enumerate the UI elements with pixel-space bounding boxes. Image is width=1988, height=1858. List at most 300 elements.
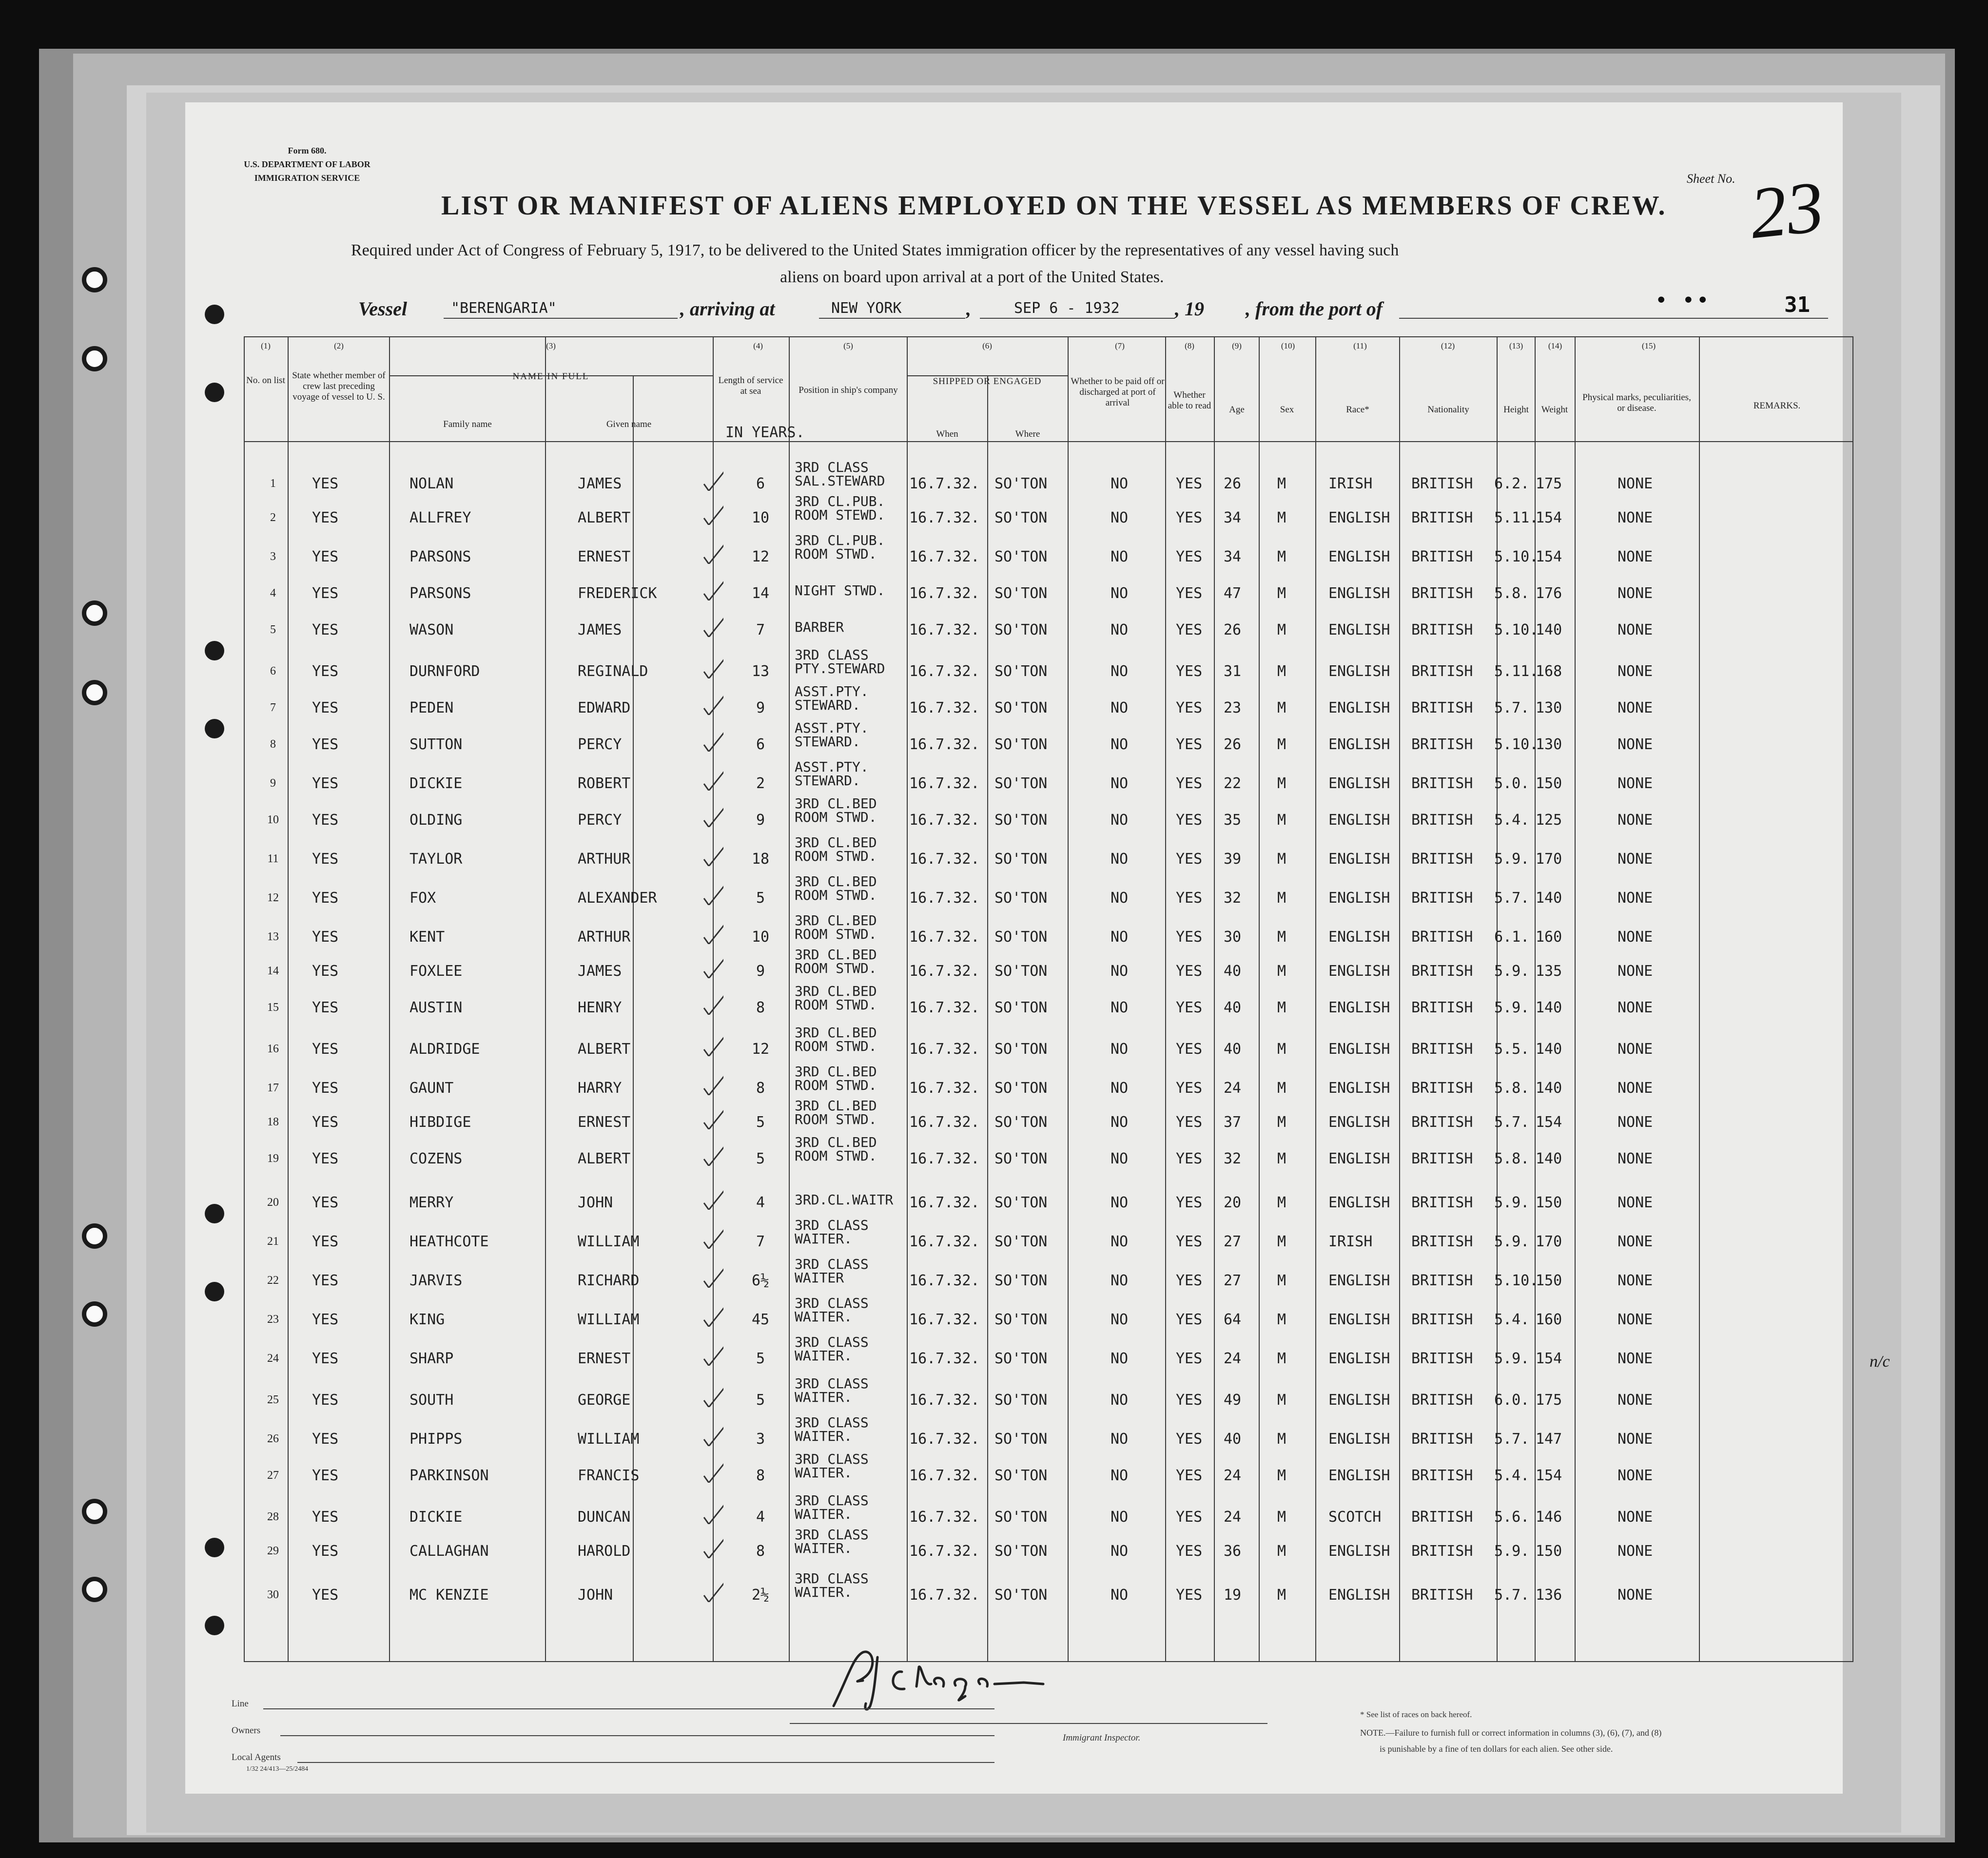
cell-no: 12 [267,891,279,904]
cell-sex: M [1277,1350,1286,1367]
cell-read: YES [1176,1150,1203,1167]
check-mark-icon [702,806,723,827]
cell-position: WAITER. [795,1428,853,1444]
cell-where: SO'TON [994,475,1048,492]
cell-position: WAITER. [795,1348,853,1364]
cell-when: 16.7.32. [909,621,980,639]
cell-height: 5.8. [1494,1080,1530,1097]
cell-where: SO'TON [994,1392,1048,1409]
cell-prev: YES [312,509,339,526]
cell-height: 5.7. [1494,1114,1530,1131]
cell-weight: 170 [1536,1233,1562,1250]
cell-no: 22 [267,1274,279,1287]
cell-where: SO'TON [994,890,1048,907]
year-label: , 19 [1175,298,1204,320]
cell-sex: M [1277,1194,1286,1211]
cell-family: OLDING [409,812,463,829]
cell-marks: NONE [1618,699,1653,716]
cell-sex: M [1277,1041,1286,1058]
cell-position: ROOM STWD. [795,1148,877,1164]
cell-read: YES [1176,890,1203,907]
cell-race: ENGLISH [1328,1350,1390,1367]
cell-position: STEWARD. [795,734,860,750]
footer-inspector: Immigrant Inspector. [1063,1733,1141,1743]
cell-family: DICKIE [409,775,463,792]
cell-race: ENGLISH [1328,1194,1390,1211]
cell-marks: NONE [1618,929,1653,946]
column-number: (1) [261,341,271,350]
cell-position: 3RD CLASS [795,1492,869,1509]
cell-position: ROOM STWD. [795,926,877,942]
header-sex: Sex [1280,405,1294,415]
cell-when: 16.7.32. [909,1194,980,1211]
check-mark-icon [702,579,723,600]
cell-sex: M [1277,1543,1286,1560]
cell-years: 9 [756,699,765,716]
cell-given: ARTHUR [578,851,631,868]
cell-position: WAITER. [795,1506,853,1522]
cell-height: 5.8. [1494,585,1530,602]
cell-nat: BRITISH [1411,851,1473,868]
footer-note-1: NOTE.—Failure to furnish full or correct information in columns (3), (6), (7), and (8) [1360,1728,1662,1738]
cell-marks: NONE [1618,1114,1653,1131]
cell-race: ENGLISH [1328,890,1390,907]
cell-age: 23 [1224,699,1242,716]
cell-nat: BRITISH [1411,509,1473,526]
cell-marks: NONE [1618,475,1653,492]
cell-sex: M [1277,1431,1286,1448]
cell-when: 16.7.32. [909,1272,980,1289]
cell-given: WILLIAM [578,1431,640,1448]
cell-marks: NONE [1618,736,1653,753]
cell-position: 3RD CL.BED [795,947,877,963]
header-given-name: Given name [606,419,652,429]
cell-position: 3RD CL.BED [795,1025,877,1041]
check-mark-icon [702,694,723,715]
cell-age: 36 [1224,1543,1242,1560]
cell-paid: NO [1111,1543,1129,1560]
cell-family: DICKIE [409,1509,463,1526]
cell-paid: NO [1111,736,1129,753]
cell-nat: BRITISH [1411,1150,1473,1167]
cell-family: SUTTON [409,736,463,753]
cell-age: 32 [1224,1150,1242,1167]
cell-read: YES [1176,1392,1203,1409]
cell-age: 40 [1224,999,1242,1016]
cell-nat: BRITISH [1411,699,1473,716]
cell-sex: M [1277,1509,1286,1526]
cell-when: 16.7.32. [909,812,980,829]
cell-height: 5.7. [1494,1431,1530,1448]
cell-prev: YES [312,890,339,907]
cell-age: 34 [1224,548,1242,565]
cell-weight: 154 [1536,1114,1562,1131]
cell-paid: NO [1111,963,1129,980]
cell-read: YES [1176,585,1203,602]
cell-years: 5 [756,1350,765,1367]
binder-hole-icon [82,267,107,292]
cell-weight: 160 [1536,929,1562,946]
cell-no: 4 [270,587,276,600]
document-title: LIST OR MANIFEST OF ALIENS EMPLOYED ON THE VESSEL AS MEMBERS OF CREW. [441,191,1667,221]
cell-marks: NONE [1618,1509,1653,1526]
column-number: (15) [1641,341,1656,350]
cell-given: JAMES [578,963,622,980]
col-line [1699,336,1700,1662]
cell-given: HENRY [578,999,622,1016]
cell-age: 24 [1224,1350,1242,1367]
header-name-in-full: NAME IN FULL [512,371,589,382]
cell-position: 3RD CLASS [795,1334,869,1350]
sheet-number: 23 [1746,166,1828,254]
cell-no: 3 [270,550,276,563]
cell-position: STEWARD. [795,697,860,713]
cell-marks: NONE [1618,851,1653,868]
cell-race: ENGLISH [1328,1587,1390,1604]
cell-years: 6½ [751,1272,770,1289]
cell-family: DURNFORD [409,663,480,680]
cell-paid: NO [1111,1350,1129,1367]
cell-given: ROBERT [578,775,631,792]
cell-paid: NO [1111,699,1129,716]
cell-read: YES [1176,1350,1203,1367]
column-number: (13) [1509,341,1523,350]
cell-nat: BRITISH [1411,475,1473,492]
cell-when: 16.7.32. [909,699,980,716]
cell-height: 5.11. [1494,509,1539,526]
cell-height: 5.7. [1494,1587,1530,1604]
cell-race: ENGLISH [1328,851,1390,868]
cell-years: 2 [756,775,765,792]
col-line [1068,336,1069,1662]
cell-when: 16.7.32. [909,1392,980,1409]
cell-no: 27 [267,1469,279,1482]
cell-age: 19 [1224,1587,1242,1604]
col-line [1575,336,1576,1662]
cell-prev: YES [312,1509,339,1526]
header-physical: Physical marks, peculiarities, or disease. [1582,392,1691,413]
vessel-name: "BERENGARIA" [451,300,557,317]
cell-given: JOHN [578,1587,613,1604]
cell-prev: YES [312,1543,339,1560]
cell-read: YES [1176,1509,1203,1526]
cell-height: 5.10. [1494,621,1539,639]
cell-weight: 147 [1536,1431,1562,1448]
cell-marks: NONE [1618,509,1653,526]
cell-years: 14 [751,585,770,602]
cell-when: 16.7.32. [909,1350,980,1367]
cell-when: 16.7.32. [909,1509,980,1526]
cell-height: 5.5. [1494,1041,1530,1058]
cell-no: 9 [270,777,276,790]
check-mark-icon [702,1425,723,1446]
cell-when: 16.7.32. [909,1150,980,1167]
cell-weight: 170 [1536,851,1562,868]
cell-marks: NONE [1618,1392,1653,1409]
comma: , [966,298,971,320]
cell-weight: 150 [1536,1543,1562,1560]
cell-no: 17 [267,1082,279,1094]
cell-race: ENGLISH [1328,1311,1390,1328]
cell-position: WAITER. [795,1465,853,1481]
cell-where: SO'TON [994,663,1048,680]
cell-position: WAITER. [795,1389,853,1405]
cell-family: SOUTH [409,1392,454,1409]
cell-years: 6 [756,475,765,492]
cell-no: 21 [267,1235,279,1248]
cell-height: 5.9. [1494,999,1530,1016]
cell-no: 18 [267,1116,279,1128]
cell-race: ENGLISH [1328,1041,1390,1058]
cell-when: 16.7.32. [909,963,980,980]
check-mark-icon [702,1035,723,1056]
footer-owners: Owners [232,1725,261,1736]
col-line [1214,336,1215,1662]
binder-hole-icon [82,680,107,705]
column-number: (6) [982,341,992,350]
check-mark-icon [702,469,723,491]
cell-paid: NO [1111,1272,1129,1289]
cell-weight: 154 [1536,548,1562,565]
cell-no: 11 [267,852,279,865]
cell-position: 3RD CLASS [795,1570,869,1587]
cell-weight: 150 [1536,1194,1562,1211]
cell-race: ENGLISH [1328,548,1390,565]
cell-weight: 136 [1536,1587,1562,1604]
cell-where: SO'TON [994,1114,1048,1131]
cell-age: 22 [1224,775,1242,792]
cell-family: FOX [409,890,436,907]
cell-years: 2½ [751,1587,770,1604]
punch-hole-icon [205,719,224,738]
cell-no: 23 [267,1313,279,1326]
margin-note: n/c [1870,1353,1890,1371]
cell-given: ARTHUR [578,929,631,946]
cell-sex: M [1277,475,1286,492]
cell-given: GEORGE [578,1392,631,1409]
cell-paid: NO [1111,1311,1129,1328]
cell-read: YES [1176,1233,1203,1250]
cell-years: 7 [756,621,765,639]
footer-line: Line [232,1699,249,1709]
cell-sex: M [1277,929,1286,946]
binder-hole-icon [82,1223,107,1249]
cell-nat: BRITISH [1411,1392,1473,1409]
cell-race: ENGLISH [1328,1272,1390,1289]
cell-read: YES [1176,963,1203,980]
cell-sex: M [1277,621,1286,639]
cell-family: FOXLEE [409,963,463,980]
punch-hole-icon [205,383,224,402]
column-number: (3) [546,341,556,350]
check-mark-icon [702,1266,723,1288]
col-line [389,336,390,1662]
cell-read: YES [1176,1543,1203,1560]
header-weight: Weight [1541,405,1568,415]
cell-years: 13 [751,663,770,680]
cell-prev: YES [312,1392,339,1409]
cell-read: YES [1176,663,1203,680]
cell-nat: BRITISH [1411,1233,1473,1250]
cell-prev: YES [312,929,339,946]
col-line [1259,336,1260,1662]
cell-read: YES [1176,851,1203,868]
cell-position: WAITER [795,1270,844,1286]
cell-marks: NONE [1618,775,1653,792]
cell-years: 7 [756,1233,765,1250]
cell-nat: BRITISH [1411,736,1473,753]
cell-no: 6 [270,665,276,677]
cell-weight: 140 [1536,1080,1562,1097]
cell-when: 16.7.32. [909,851,980,868]
cell-paid: NO [1111,999,1129,1016]
cell-no: 20 [267,1196,279,1209]
cell-marks: NONE [1618,1543,1653,1560]
cell-position: ASST.PTY. [795,720,869,736]
col-line [907,336,908,1662]
cell-position: 3RD CL.PUB. [795,532,885,548]
cell-no: 8 [270,738,276,751]
cell-weight: 140 [1536,999,1562,1016]
cell-family: KENT [409,929,445,946]
form-service: IMMIGRATION SERVICE [254,173,360,183]
cell-nat: BRITISH [1411,1543,1473,1560]
header-family-name: Family name [443,419,492,429]
cell-read: YES [1176,929,1203,946]
cell-read: YES [1176,548,1203,565]
header-paid-off: Whether to be paid off or discharged at port of arrival [1071,376,1165,408]
punch-hole-icon [205,1282,224,1301]
cell-family: PARSONS [409,585,471,602]
cell-weight: 140 [1536,1041,1562,1058]
cell-family: WASON [409,621,454,639]
cell-age: 47 [1224,585,1242,602]
cell-paid: NO [1111,1587,1129,1604]
cell-prev: YES [312,1233,339,1250]
cell-where: SO'TON [994,1431,1048,1448]
cell-prev: YES [312,1467,339,1484]
cell-sex: M [1277,890,1286,907]
cell-marks: NONE [1618,890,1653,907]
cell-read: YES [1176,1194,1203,1211]
cell-nat: BRITISH [1411,999,1473,1016]
cell-family: PARKINSON [409,1467,489,1484]
cell-race: ENGLISH [1328,999,1390,1016]
column-number: (5) [843,341,853,350]
cell-weight: 150 [1536,775,1562,792]
cell-race: ENGLISH [1328,1392,1390,1409]
cell-years: 12 [751,1041,770,1058]
cell-given: HARRY [578,1080,622,1097]
cell-years: 4 [756,1509,765,1526]
cell-nat: BRITISH [1411,775,1473,792]
cell-sex: M [1277,509,1286,526]
punch-hole-icon [205,1616,224,1635]
cell-prev: YES [312,1114,339,1131]
cell-where: SO'TON [994,775,1048,792]
cell-family: CALLAGHAN [409,1543,489,1560]
cell-prev: YES [312,775,339,792]
cell-position: ROOM STWD. [795,848,877,864]
check-mark-icon [702,1581,723,1602]
column-number: (14) [1548,341,1562,350]
cell-family: ALLFREY [409,509,471,526]
cell-given: HAROLD [578,1543,631,1560]
cell-no: 16 [267,1043,279,1055]
cell-position: 3RD CL.BED [795,1098,877,1114]
cell-marks: NONE [1618,1041,1653,1058]
cell-no: 24 [267,1352,279,1365]
cell-sex: M [1277,1392,1286,1409]
cell-position: 3RD CLASS [795,1527,869,1543]
cell-given: JAMES [578,621,622,639]
cell-paid: NO [1111,812,1129,829]
punch-hole-icon [205,1204,224,1223]
cell-where: SO'TON [994,1350,1048,1367]
check-mark-icon [702,1305,723,1327]
cell-given: ERNEST [578,548,631,565]
cell-years: 12 [751,548,770,565]
cell-given: ERNEST [578,1350,631,1367]
cell-position: 3RD CL.BED [795,873,877,890]
binder-hole-icon [82,346,107,371]
cell-paid: NO [1111,1509,1129,1526]
cell-no: 19 [267,1152,279,1165]
cell-years: 3 [756,1431,765,1448]
cell-no: 1 [270,477,276,490]
cell-position: ASST.PTY. [795,759,869,775]
cell-prev: YES [312,621,339,639]
cell-age: 24 [1224,1467,1242,1484]
cell-sex: M [1277,1233,1286,1250]
cell-paid: NO [1111,929,1129,946]
column-number: (2) [334,341,344,350]
cell-position: STEWARD. [795,773,860,789]
cell-race: ENGLISH [1328,1114,1390,1131]
cell-prev: YES [312,1311,339,1328]
cell-age: 49 [1224,1392,1242,1409]
form-number: Form 680. [288,146,327,155]
cell-race: ENGLISH [1328,736,1390,753]
cell-read: YES [1176,775,1203,792]
cell-family: SHARP [409,1350,454,1367]
arriving-label: , arriving at [680,298,775,320]
inspector-rule [790,1723,1267,1724]
cell-position: ROOM STWD. [795,809,877,825]
cell-when: 16.7.32. [909,736,980,753]
cell-height: 5.9. [1494,1233,1530,1250]
cell-given: DUNCAN [578,1509,631,1526]
cell-race: ENGLISH [1328,699,1390,716]
cell-sex: M [1277,812,1286,829]
cell-read: YES [1176,621,1203,639]
cell-position: 3RD CL.BED [795,1134,877,1150]
cell-race: ENGLISH [1328,1543,1390,1560]
cell-when: 16.7.32. [909,509,980,526]
cell-height: 5.4. [1494,1467,1530,1484]
cell-given: RICHARD [578,1272,640,1289]
check-mark-icon [702,1144,723,1166]
cell-marks: NONE [1618,1467,1653,1484]
check-mark-icon [702,542,723,564]
check-mark-icon [702,1344,723,1366]
cell-given: PERCY [578,812,622,829]
cell-years: 18 [751,851,770,868]
cell-where: SO'TON [994,1543,1048,1560]
cell-position: 3RD CLASS [795,1256,869,1272]
column-number: (10) [1281,341,1295,350]
cell-family: MERRY [409,1194,454,1211]
